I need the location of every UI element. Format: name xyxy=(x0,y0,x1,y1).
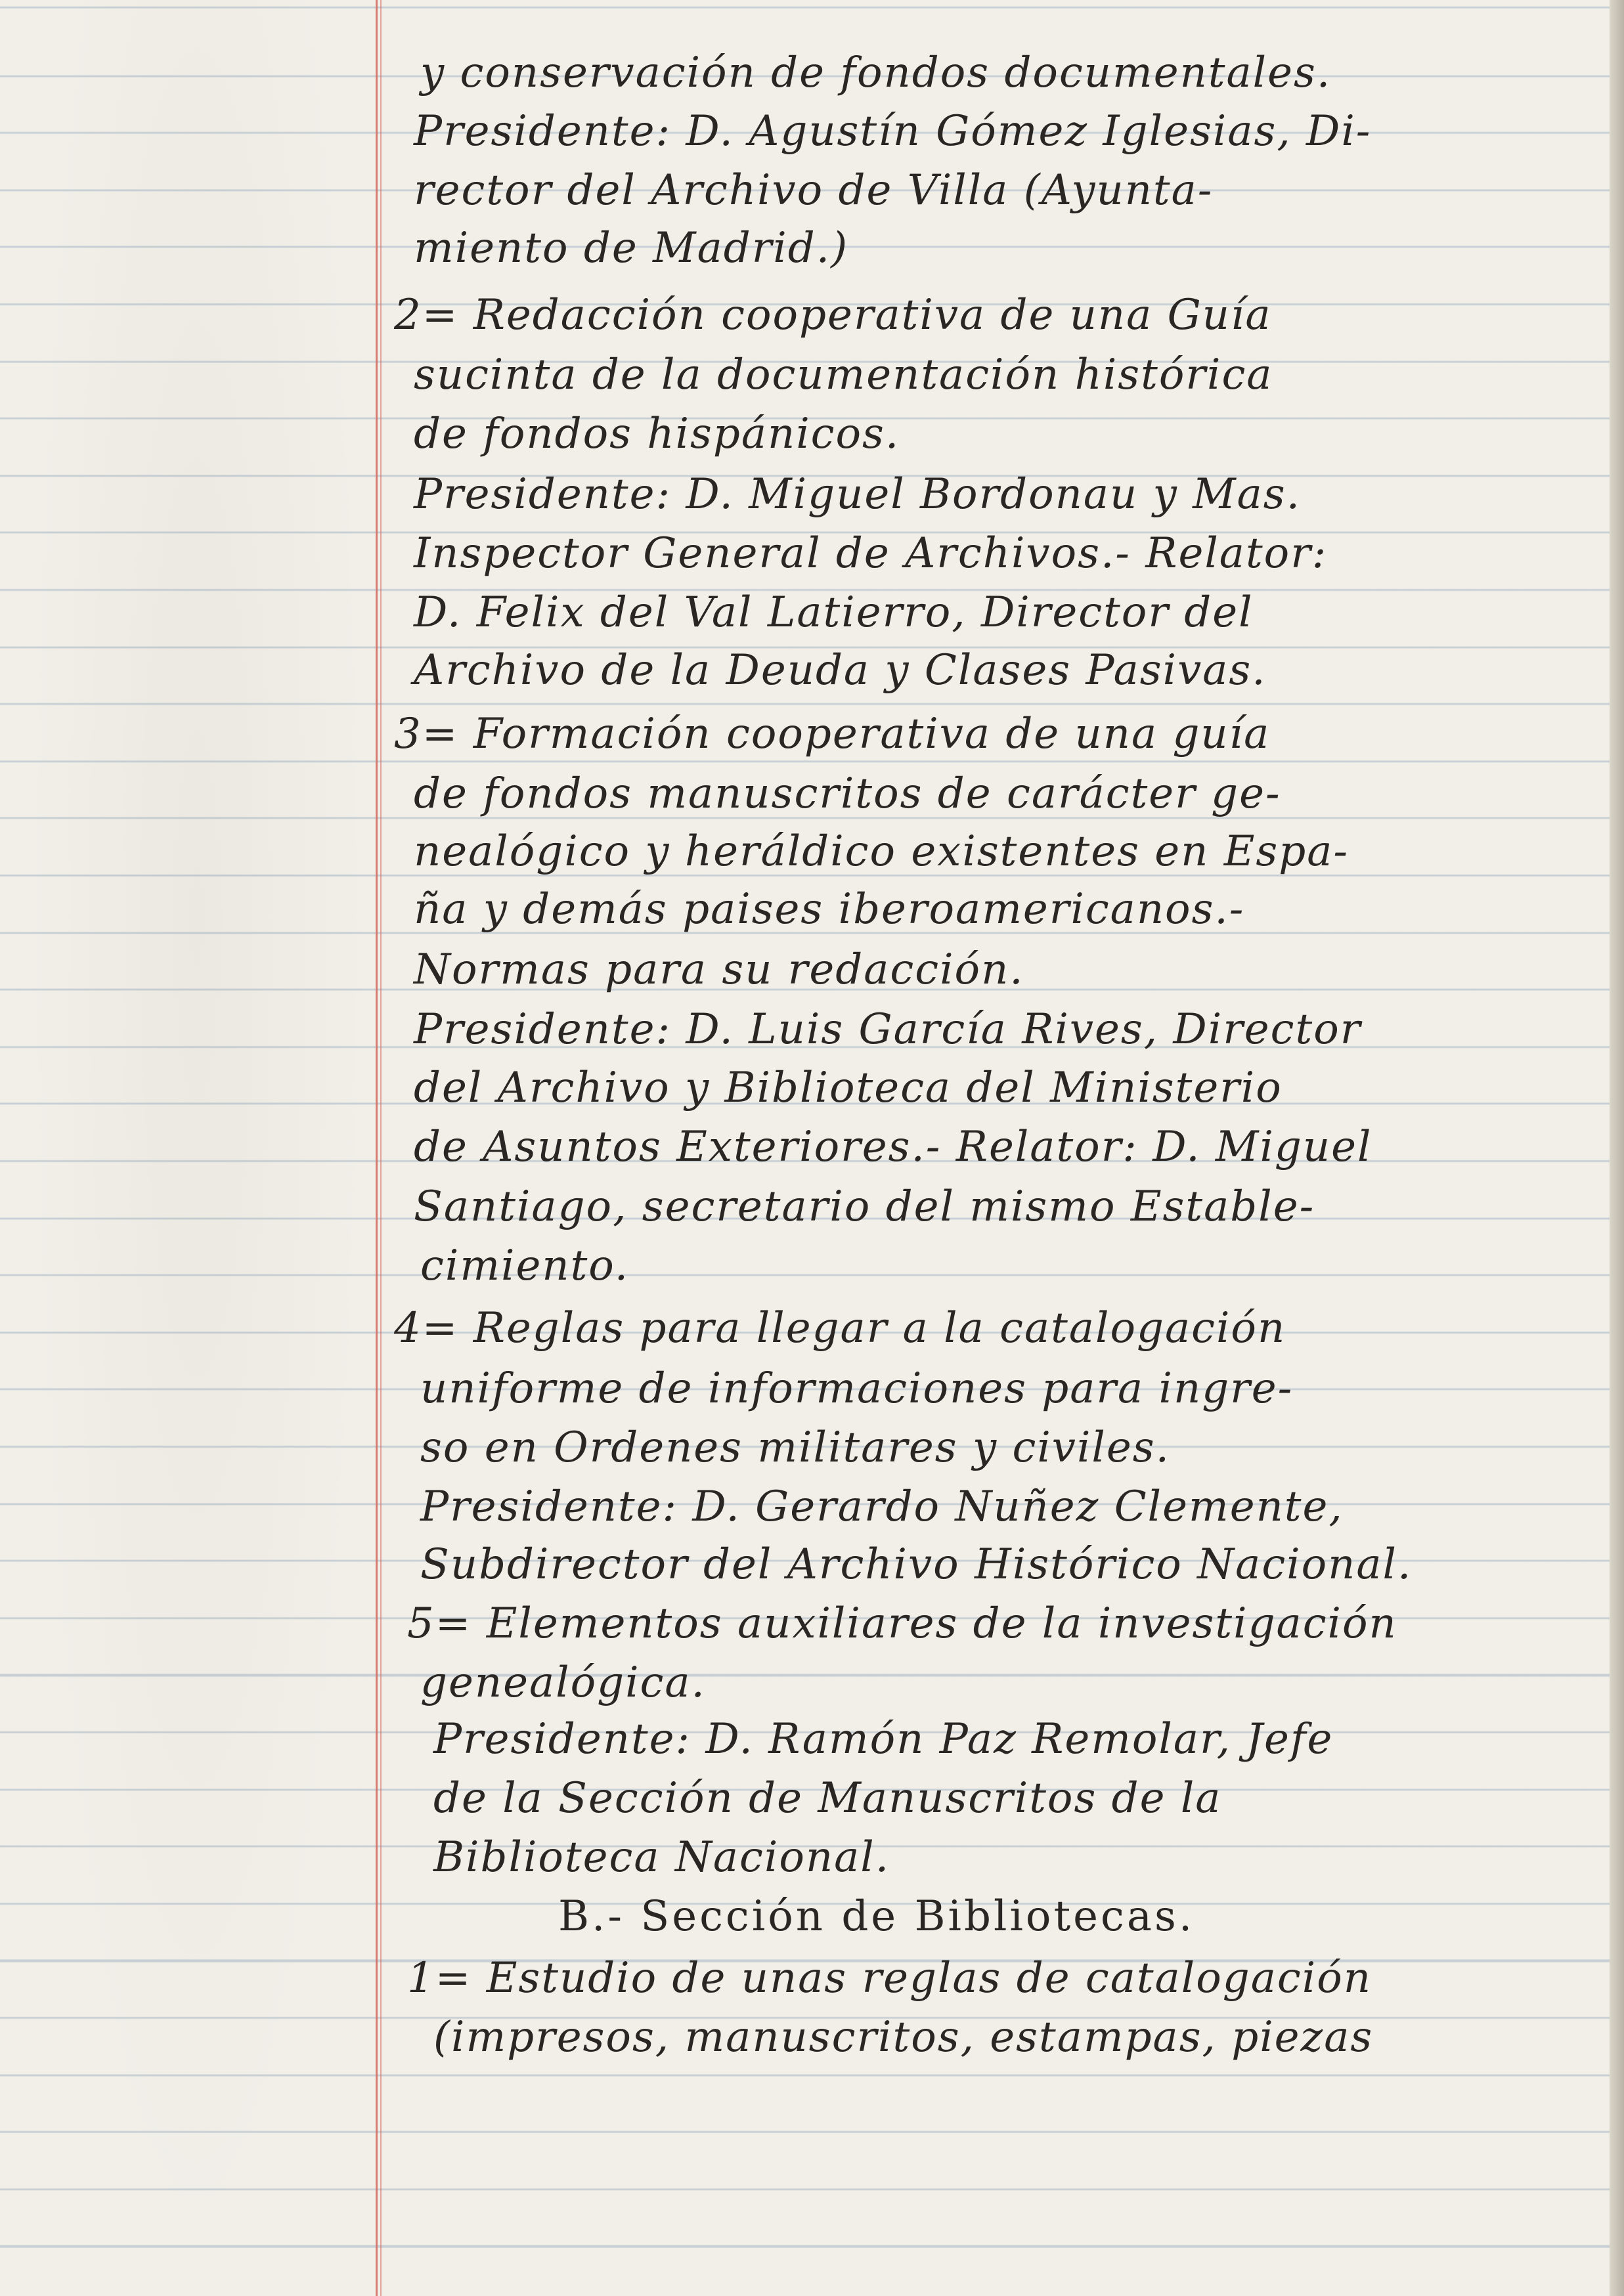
text-line: D. Felix del Val Latierro, Director del xyxy=(414,588,1254,637)
text-line: Presidente: D. Luis García Rives, Director xyxy=(414,1005,1362,1054)
text-line: de fondos manuscritos de carácter ge- xyxy=(414,769,1281,818)
text-line: de la Sección de Manuscritos de la xyxy=(433,1774,1222,1823)
text-line: Inspector General de Archivos.- Relator: xyxy=(414,529,1328,578)
text-line: del Archivo y Biblioteca del Ministerio xyxy=(414,1064,1283,1112)
text-line: nealógico y heráldico existentes en Espa- xyxy=(414,827,1349,876)
text-line: Presidente: D. Agustín Gómez Iglesias, Di- xyxy=(414,107,1372,156)
text-line: 4= Reglas para llegar a la catalogación xyxy=(394,1304,1286,1353)
text-line: 3= Formación cooperativa de una guía xyxy=(394,710,1271,758)
text-line: Presidente: D. Ramón Paz Remolar, Jefe xyxy=(433,1715,1334,1764)
text-line: y conservación de fondos documentales. xyxy=(420,49,1332,97)
text-line: miento de Madrid.) xyxy=(414,224,849,272)
text-line: 2= Redacción cooperativa de una Guía xyxy=(394,291,1272,339)
text-line: ña y demás paises iberoamericanos.- xyxy=(414,885,1245,934)
text-line: Presidente: D. Gerardo Nuñez Clemente, xyxy=(420,1483,1344,1531)
red-margin-rule-inner xyxy=(380,0,382,2296)
show-through-shadow xyxy=(26,0,368,2296)
text-line: Santiago, secretario del mismo Estable- xyxy=(414,1182,1315,1231)
text-line: de Asuntos Exteriores.- Relator: D. Miguel xyxy=(414,1123,1372,1171)
text-line: Biblioteca Nacional. xyxy=(433,1833,890,1882)
section-heading: B.- Sección de Bibliotecas. xyxy=(558,1892,1195,1941)
text-line: rector del Archivo de Villa (Ayunta- xyxy=(414,166,1214,215)
text-line: Archivo de la Deuda y Clases Pasivas. xyxy=(414,646,1267,695)
text-line: cimiento. xyxy=(420,1242,630,1290)
text-line: Presidente: D. Miguel Bordonau y Mas. xyxy=(414,470,1301,519)
text-line: Normas para su redacción. xyxy=(414,945,1024,994)
text-line: uniforme de informaciones para ingre- xyxy=(420,1364,1294,1413)
text-line: genealógica. xyxy=(420,1658,706,1707)
text-line: (impresos, manuscritos, estampas, piezas xyxy=(433,2013,1374,2062)
text-line: 1= Estudio de unas reglas de catalogación xyxy=(407,1954,1372,2003)
text-line: so en Ordenes militares y civiles. xyxy=(420,1423,1170,1472)
text-line: sucinta de la documentación histórica xyxy=(414,351,1273,399)
page-edge xyxy=(1610,0,1624,2296)
text-line: 5= Elementos auxiliares de la investigación xyxy=(407,1599,1397,1648)
text-line: Subdirector del Archivo Histórico Nacional. xyxy=(420,1540,1413,1589)
text-line: de fondos hispánicos. xyxy=(414,410,900,458)
red-margin-rule xyxy=(376,0,378,2296)
